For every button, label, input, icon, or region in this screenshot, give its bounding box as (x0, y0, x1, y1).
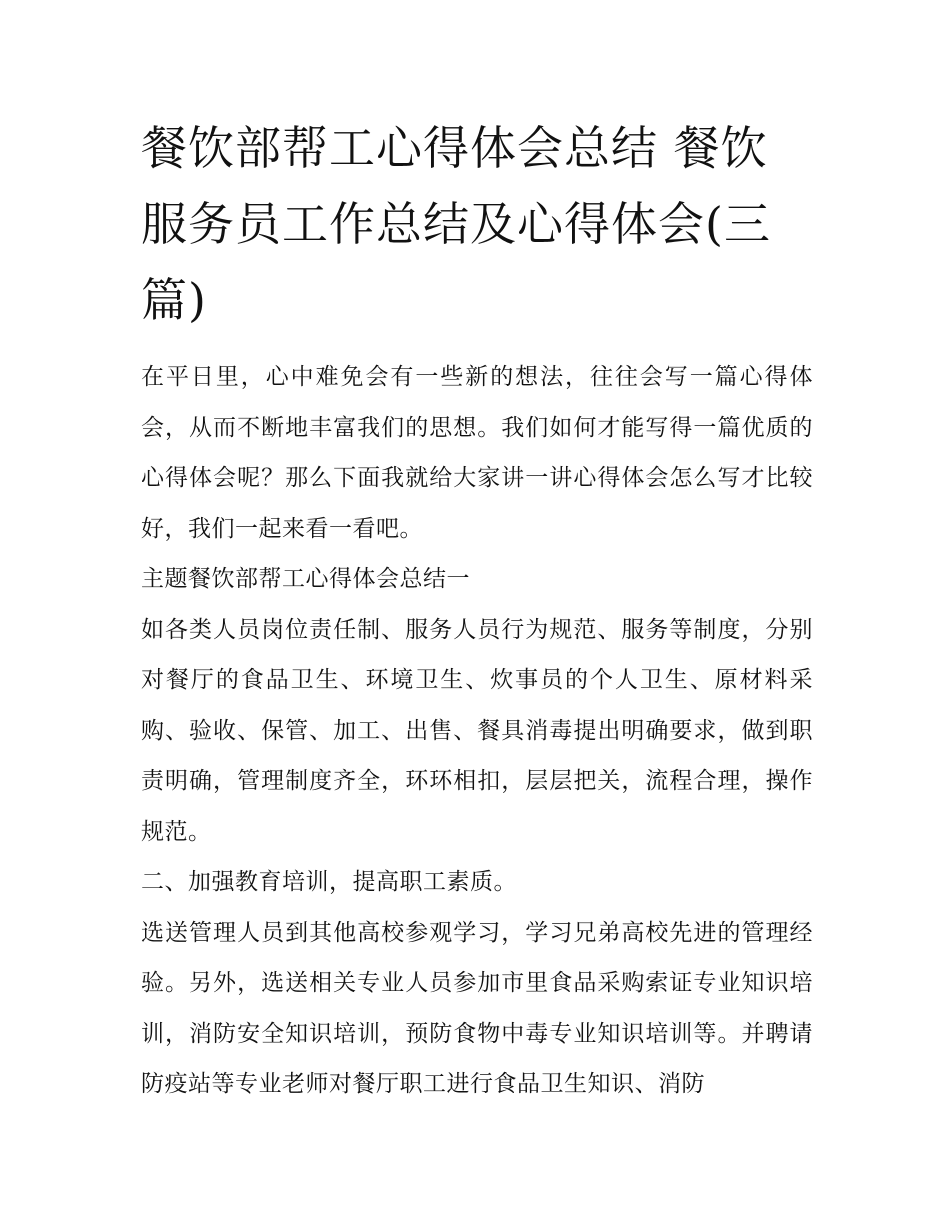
document-title: 餐饮部帮工心得体会总结 餐饮服务员工作总结及心得体会(三篇) (141, 121, 771, 327)
section-heading: 主题餐饮部帮工心得体会总结一 (141, 566, 470, 592)
document-page (141, 110, 813, 1110)
body-paragraph: 选送管理人员到其他高校参观学习，学习兄弟高校先进的管理经验。另外，选送相关专业人员参加市里食品采购索证专业知识培训，消防安全知识培训，预防食物中毒专业知识培训等。并聘请防疫站等专业老师对餐厅职工进行食品卫生知识、消防 (141, 919, 813, 1097)
section-heading: 二、加强教育培训，提高职工素质。 (141, 869, 517, 895)
body-paragraph: 如各类人员岗位责任制、服务人员行为规范、服务等制度，分别对餐厅的食品卫生、环境卫生、炊事员的个人卫生、原材料采购、验收、保管、加工、出售、餐具消毒提出明确要求，做到职责明确，管理制度齐全，环环相扣，层层把关，流程合理，操作规范。 (141, 616, 813, 845)
intro-paragraph: 在平日里，心中难免会有一些新的想法，往往会写一篇心得体会，从而不断地丰富我们的思想。我们如何才能写得一篇优质的心得体会呢？那么下面我就给大家讲一讲心得体会怎么写才比较好，我们一起来看一看吧。 (141, 364, 813, 542)
